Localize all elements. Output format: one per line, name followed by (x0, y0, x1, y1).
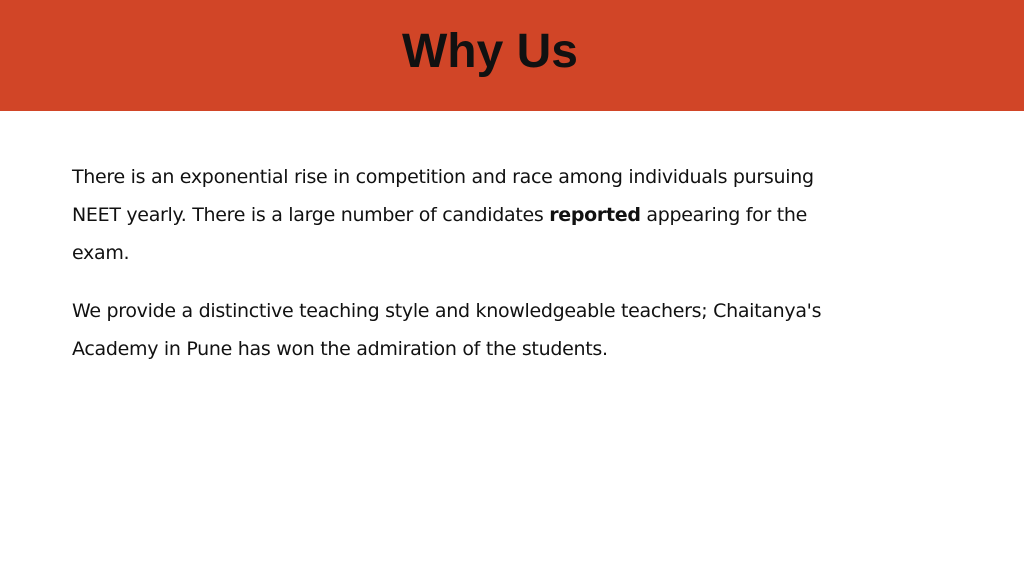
paragraph-competition-text-start: There is an exponential rise in competition and race among individuals pursuing NEET yearly. There is a large number of candidates (72, 166, 814, 226)
paragraph-teaching: We provide a distinctive teaching style and knowledgeable teachers; Chaitanya's Academy in Pune has won the admiration of the students. (72, 300, 822, 360)
paragraph-competition-text-end: appearing for the exam. (72, 204, 807, 264)
header-band (0, 0, 1024, 111)
emphasis-reported: reported (549, 204, 641, 226)
slide-title: Why Us (401, 25, 578, 78)
paragraph-competition (72, 158, 852, 272)
slide-body (72, 158, 852, 388)
